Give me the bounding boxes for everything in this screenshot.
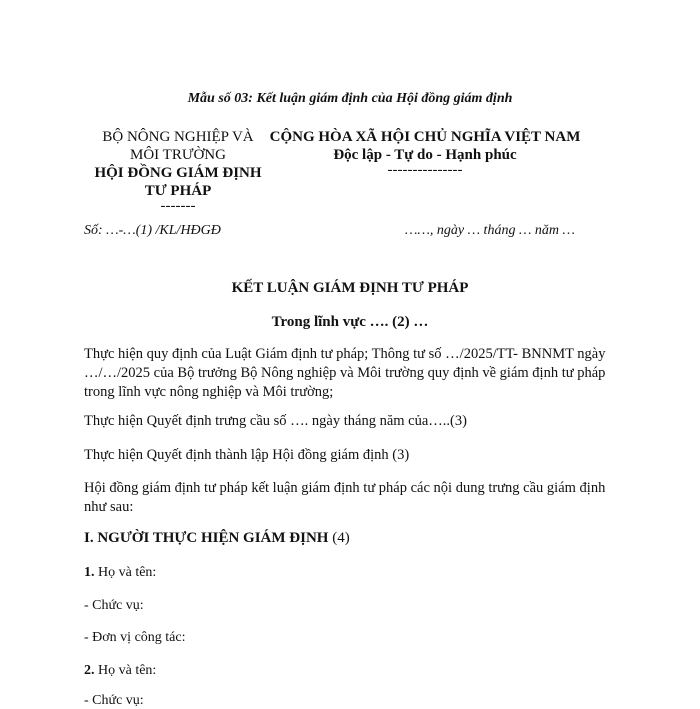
document-title: KẾT LUẬN GIÁM ĐỊNH TƯ PHÁP xyxy=(231,280,469,296)
document-subtitle xyxy=(0,313,700,331)
legal-basis-paragraph: Thực hiện quy định của Luật Giám định tư pháp; Thông tư số …/2025/TT- BNNMT ngày …/…/2025 của Bộ trưởng Bộ Nông nghiệp và Môi trường quy định về giám định tư pháp trong lĩnh vực nông nghiệp và Môi trường; xyxy=(84,346,606,400)
ministry-name-line1: BỘ NÔNG NGHIỆP VÀ xyxy=(102,129,254,145)
council-name-line2: TƯ PHÁP xyxy=(144,183,212,199)
member-1-unit: - Đơn vị công tác: xyxy=(84,630,186,645)
document-number: Số: …-…(1) /KL/HĐGĐ xyxy=(84,223,221,238)
national-title: CỘNG HÒA XÃ HỘI CHỦ NGHĨA VIỆT NAM xyxy=(269,129,581,145)
member-1-name xyxy=(84,564,156,581)
council-decision-paragraph: Thực hiện Quyết định thành lập Hội đồng giám định (3) xyxy=(84,447,410,463)
request-decision-paragraph: Thực hiện Quyết định trưng cầu số …. ngày tháng năm của…..(3) xyxy=(84,413,467,429)
ministry-name-line2: MÔI TRƯỜNG xyxy=(130,147,226,163)
member-2-number: 2. xyxy=(84,663,95,678)
council-name-line1: HỘI ĐỒNG GIÁM ĐỊNH xyxy=(94,165,262,181)
place-date: ……, ngày … tháng … năm … xyxy=(405,223,575,238)
member-1-number: 1. xyxy=(84,565,95,580)
national-header xyxy=(255,128,595,176)
national-separator: --------------- xyxy=(387,162,463,178)
member-2-position: - Chức vụ: xyxy=(84,693,144,708)
agency-header xyxy=(78,128,278,212)
document-subtitle-text: Trong lĩnh vực …. (2) … xyxy=(271,314,429,330)
section-heading-note: (4) xyxy=(328,530,350,546)
member-2-name xyxy=(84,662,156,679)
member-1-name-label: Họ và tên: xyxy=(94,565,157,580)
national-motto: Độc lập - Tự do - Hạnh phúc xyxy=(333,147,517,163)
section-heading xyxy=(84,529,350,547)
form-title: Mẫu số 03: Kết luận giám định của Hội đồng giám định xyxy=(187,91,513,106)
member-1-position: - Chức vụ: xyxy=(84,598,144,613)
conclusion-intro-paragraph: Hội đồng giám định tư pháp kết luận giám định tư pháp các nội dung trưng cầu giám định như sau: xyxy=(84,480,606,515)
member-2-name-label: Họ và tên: xyxy=(94,663,157,678)
section-heading-text: I. NGƯỜI THỰC HIỆN GIÁM ĐỊNH xyxy=(84,530,329,546)
agency-separator: ------- xyxy=(160,198,196,214)
